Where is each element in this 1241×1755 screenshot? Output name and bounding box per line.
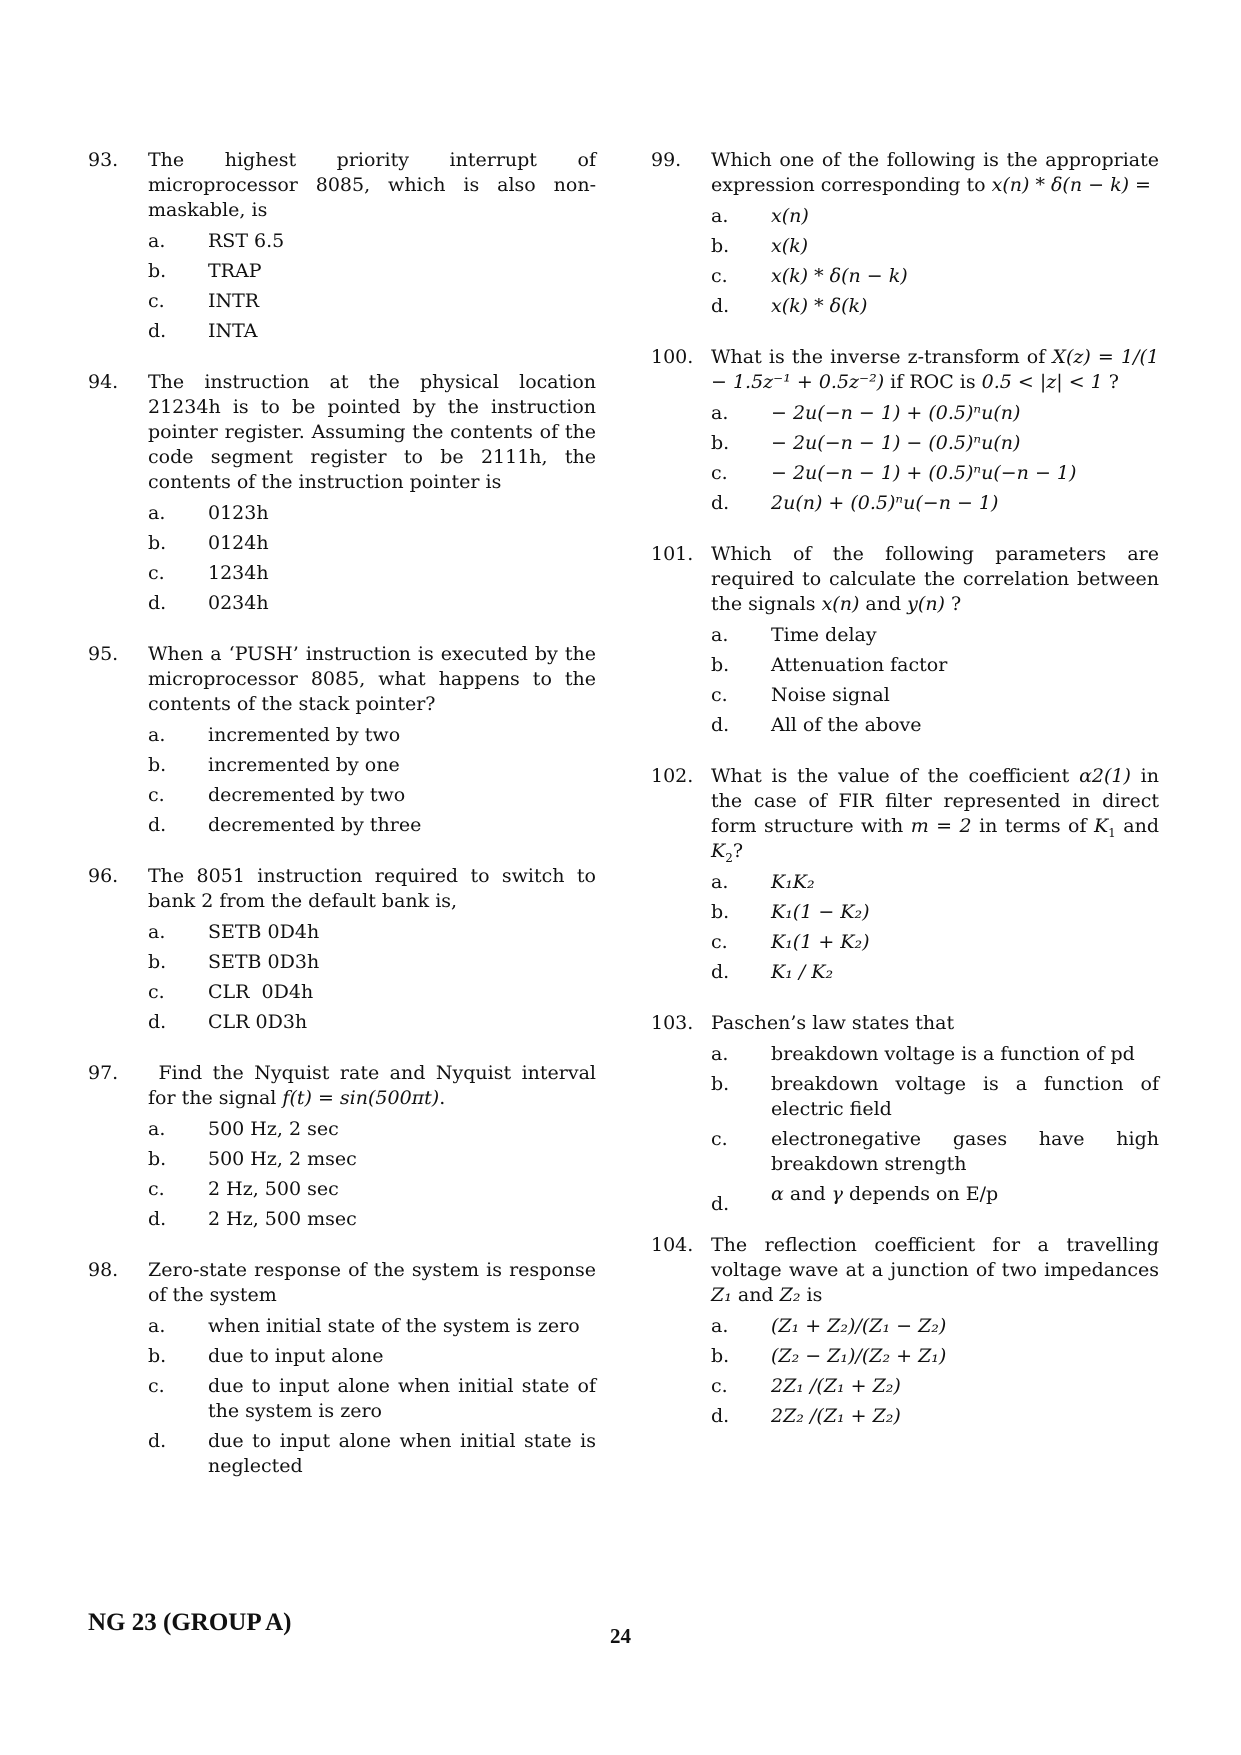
option-letter: d. (148, 1011, 167, 1033)
question-text (711, 764, 1159, 864)
option-c (148, 783, 596, 808)
option-text: SETB 0D3h (208, 951, 320, 973)
question-number: 100. (651, 346, 694, 368)
option-b (711, 653, 1159, 678)
question-text-part: . (439, 1087, 446, 1109)
option-text: 0234h (208, 592, 269, 614)
question-number: 101. (651, 543, 694, 565)
option-d (148, 319, 596, 344)
option-b (148, 753, 596, 778)
option-text: SETB 0D4h (208, 921, 320, 943)
question-text-part: in the case of FIR filter represented in direct form structure with (711, 765, 1159, 837)
question-text: Zero-state response of the system is response of the system (148, 1259, 596, 1306)
math-expression: α2(1) (1079, 765, 1131, 787)
option-text: − 2u(−n − 1) − (0.5)ⁿu(n) (771, 432, 1021, 454)
options (711, 1042, 1159, 1215)
option-d (148, 813, 596, 838)
option-text: RST 6.5 (208, 230, 285, 252)
question-95 (88, 642, 596, 838)
option-text: 0124h (208, 532, 269, 554)
option-letter: b. (711, 235, 730, 257)
question-text (711, 542, 1159, 617)
option-c (148, 1374, 596, 1424)
question-100 (651, 345, 1159, 516)
option-text: − 2u(−n − 1) + (0.5)ⁿu(n) (771, 402, 1021, 424)
option-letter: b. (711, 901, 730, 923)
question-text-part: ? (1102, 371, 1119, 393)
option-letter: a. (711, 624, 729, 646)
option-b (148, 531, 596, 556)
option-text: K₁ / K₂ (771, 961, 834, 983)
option-text: decremented by two (208, 784, 406, 806)
option-b (711, 1344, 1159, 1369)
option-letter: a. (148, 921, 166, 943)
option-text: x(n) (771, 205, 809, 227)
question-98 (88, 1258, 596, 1479)
option-letter: a. (148, 1118, 166, 1140)
option-text: Attenuation factor (771, 654, 948, 676)
option-letter: d. (711, 1193, 730, 1215)
math-expression: 0.5 < |z| < 1 (981, 371, 1103, 393)
question-96 (88, 864, 596, 1035)
question-text: The highest priority interrupt of microprocessor 8085, which is also non-maskable, is (148, 149, 596, 221)
option-text: decremented by three (208, 814, 422, 836)
option-c (711, 1127, 1159, 1177)
option-letter: c. (148, 981, 165, 1003)
question-number: 94. (88, 371, 119, 393)
option-text: 500 Hz, 2 sec (208, 1118, 339, 1140)
question-text-part: Which of the following parameters are required to calculate the correlation between the signals (711, 543, 1159, 615)
option-d (711, 294, 1159, 319)
option-text: 2Z₁ /(Z₁ + Z₂) (771, 1375, 901, 1397)
math-symbol: α (771, 1183, 784, 1205)
question-number: 97. (88, 1062, 119, 1084)
option-text: incremented by one (208, 754, 400, 776)
option-c (711, 264, 1159, 289)
option-text: depends on E/p (843, 1183, 999, 1205)
option-c (148, 980, 596, 1005)
math-expression: x(n) (821, 593, 860, 615)
option-text: CLR 0D3h (208, 1011, 308, 1033)
option-text: breakdown voltage is a function of pd (771, 1043, 1135, 1065)
question-number: 99. (651, 149, 682, 171)
option-letter: d. (711, 1405, 730, 1427)
option-letter: c. (711, 1128, 728, 1150)
option-a (148, 1117, 596, 1142)
question-text-part: is (800, 1284, 823, 1306)
question-97 (88, 1061, 596, 1232)
question-94 (88, 370, 596, 616)
math-expression: f(t) = sin(500πt) (282, 1087, 440, 1109)
question-text-part: ? (732, 840, 744, 862)
option-text: K₁(1 − K₂) (771, 901, 870, 923)
math-symbol: γ (831, 1183, 844, 1205)
option-letter: c. (711, 265, 728, 287)
option-letter: c. (711, 931, 728, 953)
option-text: 1234h (208, 562, 269, 584)
option-text: 2 Hz, 500 msec (208, 1208, 357, 1230)
option-c (711, 683, 1159, 708)
question-text-part: Which one of the following is the appropriate expression corresponding to (711, 149, 1159, 196)
option-d (148, 1010, 596, 1035)
option-text: breakdown voltage is a function of electric field (771, 1073, 1159, 1120)
option-letter: c. (148, 1375, 165, 1397)
option-letter: c. (148, 784, 165, 806)
options (711, 870, 1159, 985)
option-letter: a. (711, 1043, 729, 1065)
options (711, 204, 1159, 319)
option-letter: d. (148, 320, 167, 342)
question-number: 104. (651, 1234, 694, 1256)
option-text: Time delay (771, 624, 877, 646)
question-text: The instruction at the physical location 21234h is to be pointed by the instruction pointer register. Assuming the contents of the code segment register to be 2111h, the contents of the instruction pointer is (148, 371, 596, 493)
question-text-part: and (859, 593, 908, 615)
options (711, 623, 1159, 738)
option-text: Noise signal (771, 684, 890, 706)
question-text (711, 148, 1159, 198)
question-text-part: The reflection coefficient for a travelling voltage wave at a junction of two impedances (711, 1234, 1159, 1281)
option-b (711, 234, 1159, 259)
option-text: due to input alone (208, 1345, 384, 1367)
option-text: − 2u(−n − 1) + (0.5)ⁿu(−n − 1) (771, 462, 1077, 484)
option-text: due to input alone when initial state of the system is zero (208, 1375, 596, 1422)
option-a (711, 1042, 1159, 1067)
option-letter: a. (148, 502, 166, 524)
option-a (148, 920, 596, 945)
option-letter: d. (148, 1430, 167, 1452)
option-a (148, 1314, 596, 1339)
option-letter: c. (711, 1375, 728, 1397)
option-b (148, 259, 596, 284)
math-expression: Z₁ (711, 1284, 732, 1306)
question-text (711, 1233, 1159, 1308)
option-letter: c. (711, 462, 728, 484)
option-text: x(k) (771, 235, 809, 257)
option-text: electronegative gases have high breakdown strength (771, 1128, 1159, 1175)
option-text: 2 Hz, 500 sec (208, 1178, 339, 1200)
option-letter: a. (711, 871, 729, 893)
option-d (711, 491, 1159, 516)
question-text: When a ‘PUSH’ instruction is executed by the microprocessor 8085, what happens to the contents of the stack pointer? (148, 643, 596, 715)
subscript: 1 (1108, 825, 1116, 840)
question-101 (651, 542, 1159, 738)
option-letter: a. (148, 1315, 166, 1337)
question-number: 95. (88, 643, 119, 665)
option-text: incremented by two (208, 724, 401, 746)
option-a (711, 1314, 1159, 1339)
option-c (148, 1177, 596, 1202)
question-text: Paschen’s law states that (711, 1012, 955, 1034)
option-c (711, 461, 1159, 486)
option-d (711, 713, 1159, 738)
question-number: 98. (88, 1259, 119, 1281)
question-text (711, 345, 1159, 395)
question-text-part: and (731, 1284, 780, 1306)
option-text: and (783, 1183, 832, 1205)
math-expression: m = 2 (910, 815, 972, 837)
question-93 (88, 148, 596, 344)
page-number: 24 (610, 1624, 631, 1648)
exam-code: NG 23 (GROUP A) (88, 1609, 292, 1636)
option-text: 2u(n) + (0.5)ⁿu(−n − 1) (771, 492, 999, 514)
option-b (711, 1072, 1159, 1122)
option-text: All of the above (771, 714, 922, 736)
options (148, 920, 596, 1035)
option-letter: a. (148, 724, 166, 746)
option-c (148, 561, 596, 586)
option-letter: b. (711, 1345, 730, 1367)
option-b (148, 1147, 596, 1172)
option-letter: a. (711, 402, 729, 424)
option-a (148, 229, 596, 254)
question-text-part: What is the value of the coefficient (711, 765, 1080, 787)
option-b (148, 1344, 596, 1369)
option-letter: d. (711, 714, 730, 736)
question-102 (651, 764, 1159, 985)
option-letter: d. (711, 961, 730, 983)
option-letter: b. (148, 260, 167, 282)
option-text: (Z₂ − Z₁)/(Z₂ + Z₁) (771, 1345, 947, 1367)
option-text: (Z₁ + Z₂)/(Z₁ − Z₂) (771, 1315, 947, 1337)
options (148, 723, 596, 838)
option-text: 0123h (208, 502, 269, 524)
option-a (148, 723, 596, 748)
question-text: The 8051 instruction required to switch to bank 2 from the default bank is, (148, 865, 596, 912)
option-letter: b. (148, 1345, 167, 1367)
options (148, 501, 596, 616)
option-d (711, 1404, 1159, 1429)
option-letter: c. (148, 1178, 165, 1200)
question-number: 103. (651, 1012, 694, 1034)
option-c (711, 930, 1159, 955)
math-expression: x(n) * δ(n − k) = (991, 174, 1151, 196)
option-text: INTA (208, 320, 258, 342)
question-99 (651, 148, 1159, 319)
option-letter: d. (148, 1208, 167, 1230)
question-text-part: and (1115, 815, 1159, 837)
option-letter: d. (148, 814, 167, 836)
math-expression: X(z) = 1/(1 − 1.5z⁻¹ + 0.5z⁻²) (711, 346, 1159, 393)
option-d (148, 1207, 596, 1232)
option-letter: a. (148, 230, 166, 252)
options (711, 1314, 1159, 1429)
option-text: x(k) * δ(k) (771, 295, 868, 317)
math-expression: y(n) (907, 593, 945, 615)
option-d (711, 1182, 1159, 1215)
question-text (148, 1061, 596, 1111)
option-c (148, 289, 596, 314)
math-symbol: K (711, 840, 726, 862)
option-a (711, 401, 1159, 426)
right-column (651, 148, 1159, 1455)
option-text: INTR (208, 290, 260, 312)
option-text: when initial state of the system is zero (208, 1315, 580, 1337)
question-number: 96. (88, 865, 119, 887)
option-letter: c. (148, 290, 165, 312)
options (711, 401, 1159, 516)
option-b (711, 900, 1159, 925)
math-expression: Z₂ (779, 1284, 801, 1306)
options (148, 1117, 596, 1232)
question-number: 93. (88, 149, 119, 171)
option-letter: d. (711, 295, 730, 317)
option-text: 2Z₂ /(Z₁ + Z₂) (771, 1405, 901, 1427)
option-b (148, 950, 596, 975)
option-text: TRAP (208, 260, 262, 282)
option-letter: d. (711, 492, 730, 514)
option-a (711, 204, 1159, 229)
options (148, 1314, 596, 1479)
option-letter: b. (711, 1073, 730, 1095)
option-letter: b. (148, 1148, 167, 1170)
question-number: 102. (651, 765, 694, 787)
option-text: K₁(1 + K₂) (771, 931, 870, 953)
option-text: due to input alone when initial state is neglected (208, 1430, 596, 1477)
option-letter: b. (148, 951, 167, 973)
option-letter: b. (148, 532, 167, 554)
option-letter: a. (711, 205, 729, 227)
option-b (711, 431, 1159, 456)
option-a (148, 501, 596, 526)
question-104 (651, 1233, 1159, 1429)
option-letter: c. (711, 684, 728, 706)
question-text-part: if ROC is (884, 371, 982, 393)
option-a (711, 870, 1159, 895)
option-letter: b. (711, 432, 730, 454)
option-letter: b. (711, 654, 730, 676)
option-text: K₁K₂ (771, 871, 815, 893)
left-column (88, 148, 596, 1505)
option-letter: a. (711, 1315, 729, 1337)
subscript: 2 (725, 850, 733, 865)
options (148, 229, 596, 344)
question-text-part: What is the inverse z-transform of (711, 346, 1053, 368)
option-a (711, 623, 1159, 648)
option-d (711, 960, 1159, 985)
question-text-part: ? (944, 593, 962, 615)
option-c (711, 1374, 1159, 1399)
option-letter: c. (148, 562, 165, 584)
question-text-part: in terms of (971, 815, 1094, 837)
option-text: 500 Hz, 2 msec (208, 1148, 357, 1170)
question-text-part: Find the Nyquist rate and Nyquist interval for the signal (148, 1062, 596, 1109)
option-text: CLR 0D4h (208, 981, 314, 1003)
option-d (148, 591, 596, 616)
option-letter: d. (148, 592, 167, 614)
option-letter: b. (148, 754, 167, 776)
question-103 (651, 1011, 1159, 1215)
option-d (148, 1429, 596, 1479)
option-text: x(k) * δ(n − k) (771, 265, 908, 287)
math-symbol: K (1093, 815, 1109, 837)
